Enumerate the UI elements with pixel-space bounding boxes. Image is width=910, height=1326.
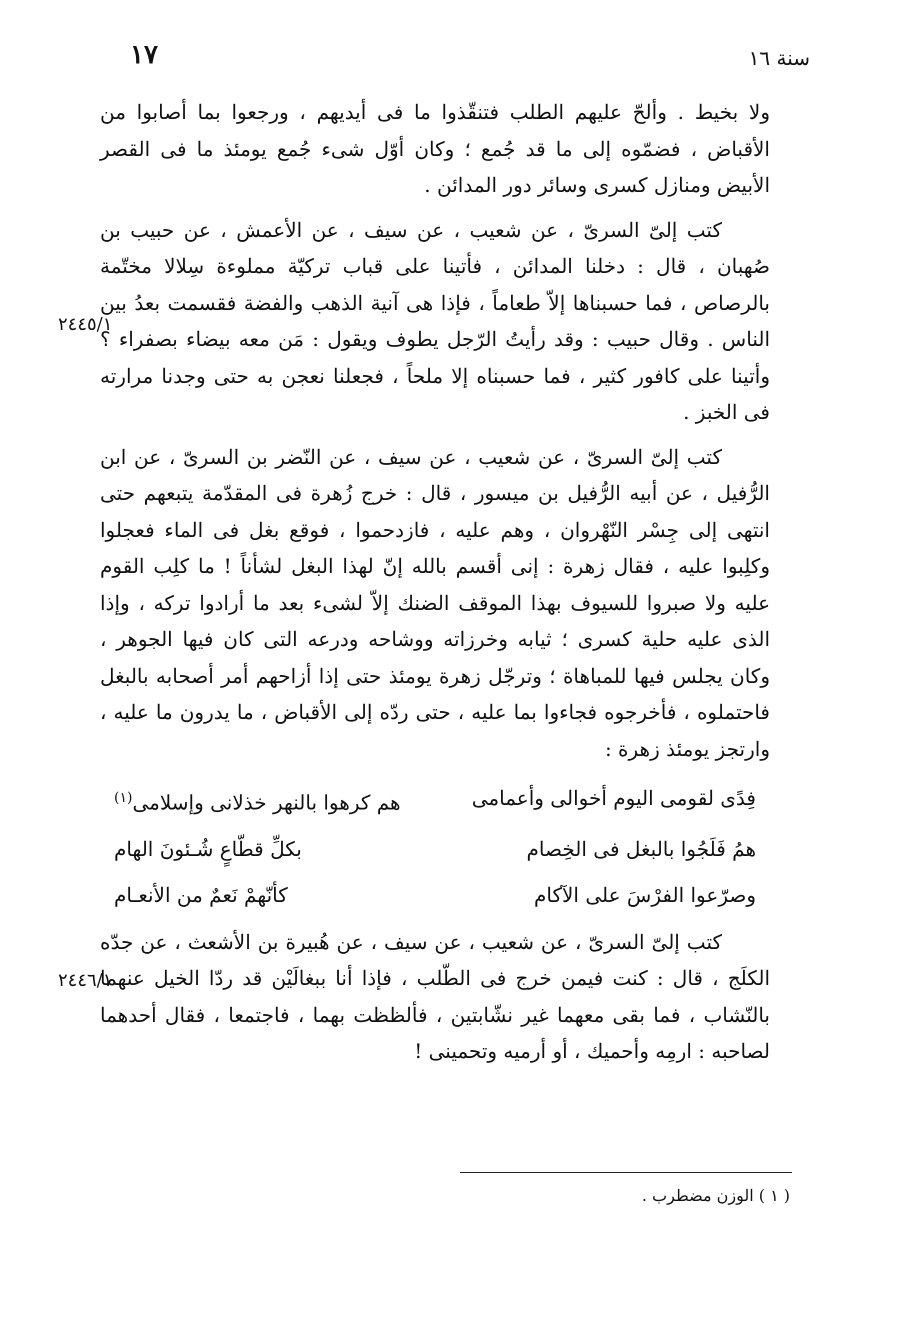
verse-second-hemistich: بكلِّ قطّاعٍ شُـئونَ الهام: [114, 836, 302, 861]
verse-first-hemistich: همُ فَلَجُوا بالبغل فى الخِصام: [526, 836, 756, 861]
paragraph: كتب إلىّ السرىّ ، عن شعيب ، عن سيف ، عن النّضر بن السرىّ ، عن ابن الرُّفيل ، عن أبيه الرُّفيل بن ميسور ، قال : خرج زُهرة فى المقدّمة يتبعهم حتى انتهى إلى جِسْر النّهْروان ، وهم عليه ، فازدحموا ، فوقع بغل فى الماء فعجلوا وكلِبوا عليه ، فقال زهرة : إنى أقسم بالله إنّ لهذا البغل لشأناً ! ما كلِب القوم عليه ولا صبروا للسيوف بهذا الموقف الضنك إلاّ لشىء بعد ما أرادوا تركه ، وإذا الذى عليه حلية كسرى ؛ ثيابه وخرزاته ووشاحه ودرعه التى كان فيها الجوهر ، وكان يجلس فيها للمباهاة ؛ وترجّل زهرة يومئذ حتى إذا أزاحهم أمر أصحابه بالبغل فاحتملوه ، فأخرجوه فجاءوا بما عليه ، حتى ردّه إلى الأقباض ، ما يدرون ما عليه ، وارتجز يومئذ زهرة :: [100, 444, 770, 761]
margin-reference: ٢٤٤٦/١: [58, 970, 113, 991]
page-header: [130, 40, 810, 80]
verse-line: [100, 775, 770, 826]
page-number: ١٧: [130, 40, 158, 70]
verse-second-hemistich: [100, 775, 401, 826]
footnote-divider: [460, 1172, 792, 1173]
verse-line: [100, 826, 770, 872]
footnote: ( ١ ) الوزن مضطرب .: [641, 1186, 790, 1205]
margin-reference: ٢٤٤٥/١: [58, 314, 113, 335]
paragraph: كتب إلىّ السرىّ ، عن شعيب ، عن سيف ، عن هُبيرة بن الأشعث ، عن جدّه الكلَج ، قال : كنت فيمن خرج فى الطّلب ، فإذا أنا ببغالَيْن قد ردّا الخيل عنهما بالنّشاب ، فما بقى معهما غير نشّابتين ، فألظظت بهما ، فاجتمعا ، فقال أحدهما لصاحبه : ارمِه وأحميك ، أو أرميه وتحمينى !: [100, 929, 770, 1064]
verse-line: [100, 872, 770, 918]
running-head-year: سنة ١٦: [748, 46, 810, 70]
verse-second-hemistich: كأنّهمْ نَعمٌ من الأنعـام: [114, 882, 288, 907]
main-text: [100, 94, 770, 1078]
paragraph: ولا بخيط . وألحّ عليهم الطلب فتنقّذوا ما فى أيديهم ، ورجعوا بما أصابوا من الأقباض ، فضمّوه إلى ما قد جُمع ؛ وكان أوّل شىء جُمع يومئذ ما فى القصر الأبيض ومنازل كسرى وسائر دور المدائن .: [100, 100, 770, 197]
verse-first-hemistich: وصرّعوا الفرْسَ على الآكام: [534, 882, 756, 907]
poem: [100, 775, 770, 918]
hemistich-text: هم كرهوا بالنهر خذلانى وإسلامى: [132, 790, 401, 815]
verse-first-hemistich: فِدًى لقومى اليوم أخوالى وأعمامى: [471, 786, 756, 810]
paragraph: كتب إلىّ السرىّ ، عن شعيب ، عن سيف ، عن الأعمش ، عن حبيب بن صُهبان ، قال : دخلنا المدائن ، فأتينا على قباب تركيّة مملوءة سِلالا مختّمة بالرصاص ، فما حسبناها إلاّ طعاماً ، فإذا هى آنية الذهب والفضة فقسمت بعدُ بين الناس . وقال حبيب : وقد رأيتُ الرّجل يطوف ويقول : مَن معه بيضاء بصفراء ؟ وأتينا على كافور كثير ، فما حسبناه إلا ملحاً ، فجعلنا نعجن به حتى وجدنا مرارته فى الخبز .: [100, 217, 770, 424]
footnote-marker: (١): [114, 790, 133, 806]
